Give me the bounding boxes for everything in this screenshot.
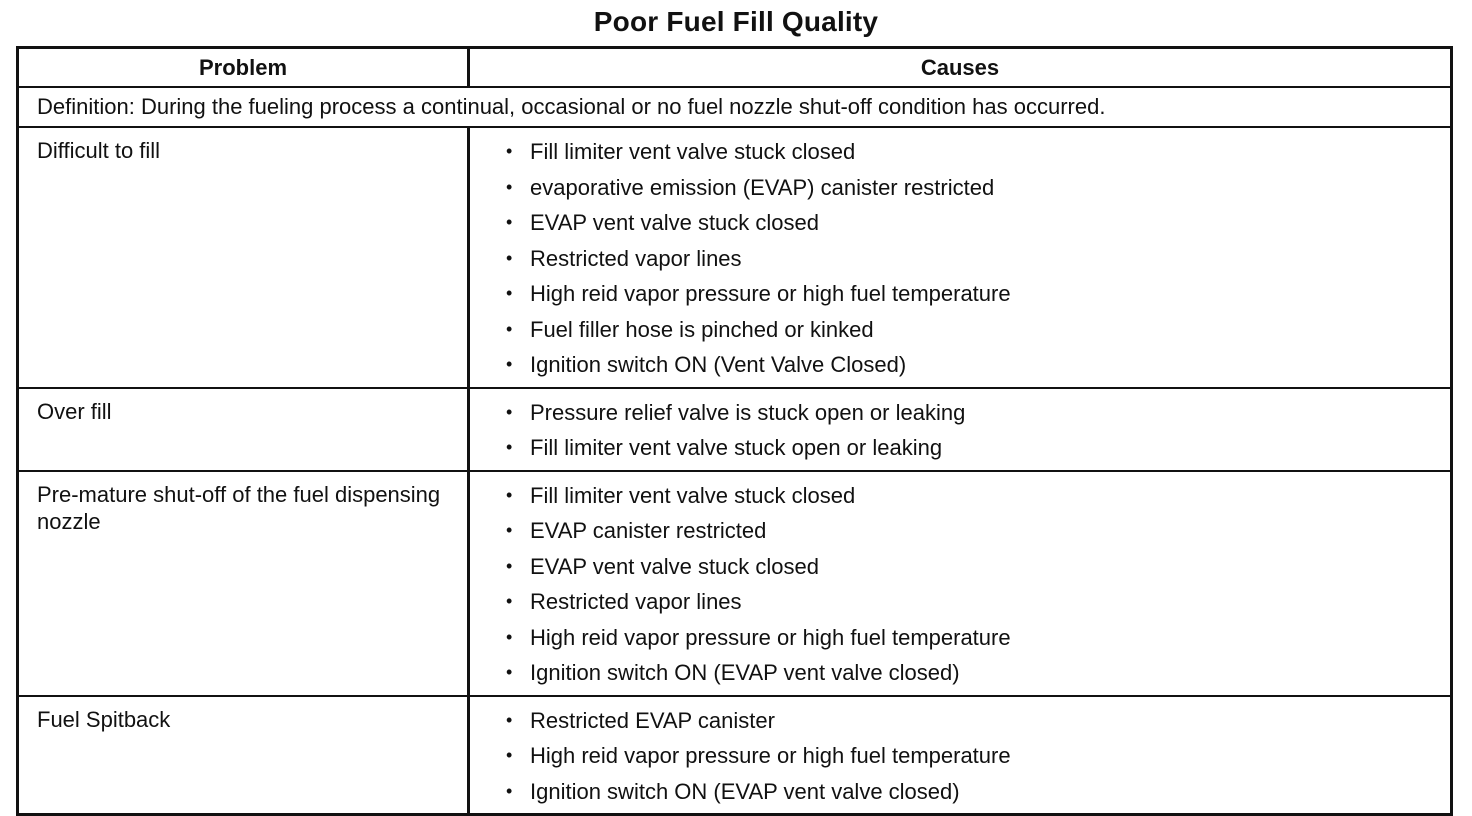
table-row <box>18 388 1452 471</box>
header-row <box>18 48 1452 88</box>
cause-item <box>506 549 1450 585</box>
cause-text: Ignition switch ON (EVAP vent valve closed) <box>530 778 960 804</box>
cause-item <box>506 170 1450 206</box>
troubleshooting-table <box>16 46 1453 816</box>
cause-text: Pressure relief valve is stuck open or leaking <box>530 399 966 425</box>
cause-item <box>506 620 1450 656</box>
cause-item <box>506 738 1450 774</box>
bullet-icon: • <box>506 709 513 730</box>
bullet-icon: • <box>506 318 513 339</box>
bullet-icon: • <box>506 745 513 765</box>
table-row <box>18 127 1452 388</box>
cause-text: Restricted vapor lines <box>530 589 742 614</box>
causes-list <box>506 395 1450 466</box>
cause-text: Restricted vapor lines <box>530 245 742 271</box>
problem-cell: Over fill <box>18 388 469 471</box>
problem-column-header: Problem <box>18 48 469 88</box>
bullet-icon: • <box>506 662 513 682</box>
bullet-icon: • <box>506 555 513 576</box>
definition-row <box>18 87 1452 127</box>
page-title: Poor Fuel Fill Quality <box>593 6 879 37</box>
cause-text: Ignition switch ON (Vent Valve Closed) <box>530 352 907 377</box>
cause-item <box>506 655 1450 691</box>
cause-item <box>506 395 1450 431</box>
cause-text: EVAP canister restricted <box>530 518 767 543</box>
bullet-icon: • <box>506 141 513 161</box>
cause-item <box>506 205 1450 241</box>
bullet-icon: • <box>506 437 513 457</box>
cause-text: Fill limiter vent valve stuck closed <box>530 482 856 508</box>
cause-text: Fuel filler hose is pinched or kinked <box>530 316 874 342</box>
problem-cell: Difficult to fill <box>18 127 469 388</box>
table-row <box>18 696 1452 815</box>
cause-text: EVAP vent valve stuck closed <box>530 553 819 579</box>
causes-cell <box>469 696 1452 815</box>
problem-cell: Pre-mature shut-off of the fuel dispensing nozzle <box>18 471 469 696</box>
bullet-icon: • <box>506 176 513 197</box>
bullet-icon: • <box>506 591 513 611</box>
causes-cell <box>469 471 1452 696</box>
cause-item <box>506 478 1450 514</box>
cause-item <box>506 430 1450 466</box>
bullet-icon: • <box>506 520 513 540</box>
causes-list <box>506 703 1450 810</box>
bullet-icon: • <box>506 401 513 422</box>
cause-text: evaporative emission (EVAP) canister restricted <box>530 174 995 200</box>
causes-column-header: Causes <box>469 48 1452 88</box>
cause-text: Fill limiter vent valve stuck open or leaking <box>530 435 943 460</box>
causes-cell <box>469 388 1452 471</box>
cause-text: Ignition switch ON (EVAP vent valve closed) <box>530 660 960 685</box>
bullet-icon: • <box>506 283 513 303</box>
cause-item <box>506 513 1450 549</box>
cause-item <box>506 584 1450 620</box>
bullet-icon: • <box>506 247 513 268</box>
table-row <box>18 471 1452 696</box>
causes-cell <box>469 127 1452 388</box>
causes-list <box>506 478 1450 691</box>
cause-text: High reid vapor pressure or high fuel temperature <box>530 624 1011 650</box>
cause-item <box>506 134 1450 170</box>
cause-text: High reid vapor pressure or high fuel temperature <box>530 281 1011 306</box>
cause-text: High reid vapor pressure or high fuel temperature <box>530 743 1011 768</box>
bullet-icon: • <box>506 212 513 232</box>
bullet-icon: • <box>506 484 513 505</box>
bullet-icon: • <box>506 780 513 801</box>
cause-text: Restricted EVAP canister <box>530 707 775 733</box>
cause-text: Fill limiter vent valve stuck closed <box>530 139 856 164</box>
definition-text: Definition: During the fueling process a continual, occasional or no fuel nozzle shut-off condition has occurred. <box>18 87 1452 127</box>
bullet-icon: • <box>506 626 513 647</box>
cause-item <box>506 347 1450 383</box>
cause-item <box>506 241 1450 277</box>
cause-text: EVAP vent valve stuck closed <box>530 210 819 235</box>
causes-list <box>506 134 1450 383</box>
problem-cell: Fuel Spitback <box>18 696 469 815</box>
cause-item <box>506 276 1450 312</box>
cause-item <box>506 312 1450 348</box>
cause-item <box>506 703 1450 739</box>
bullet-icon: • <box>506 354 513 374</box>
